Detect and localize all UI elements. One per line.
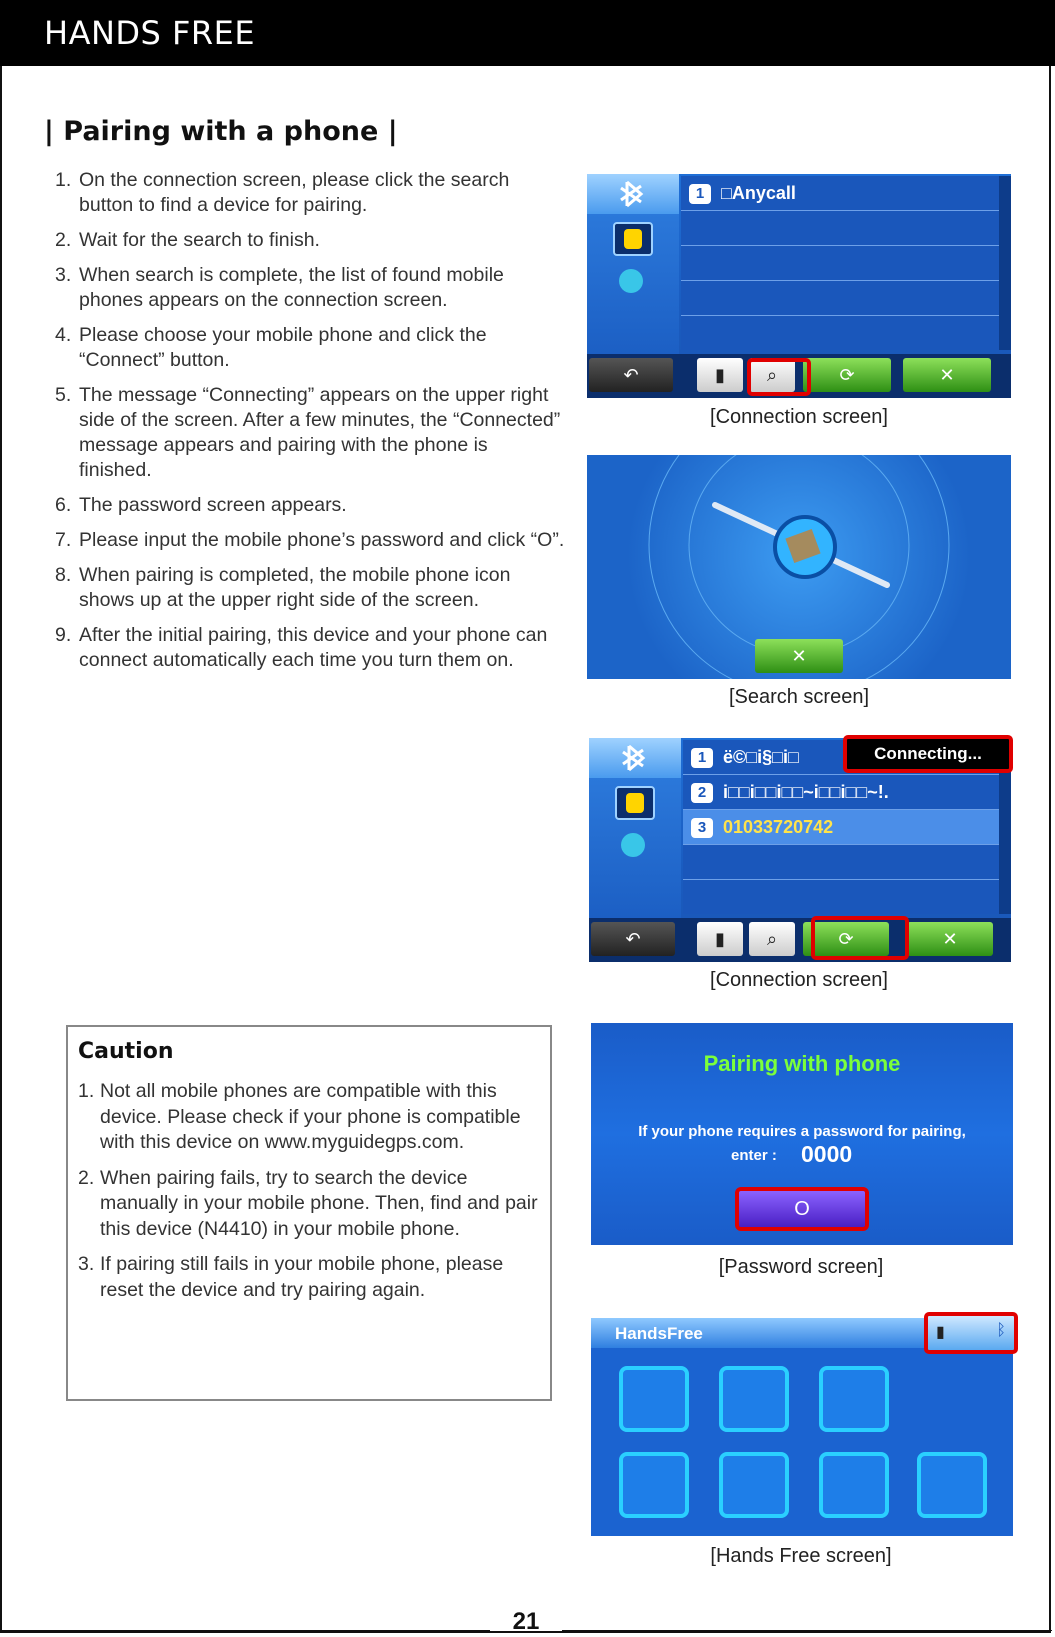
list-item-selected[interactable]: 3 01033720742 [683,810,999,845]
caption-password: [Password screen] [718,1256,884,1278]
footer-rule-left [0,1630,490,1631]
page-number: 21 [512,1608,540,1635]
side-panel [589,738,681,918]
bluetooth-icon [589,738,681,778]
phone-connected-indicator [924,1312,1018,1354]
step-item: 9. After the initial pairing, this device and your phone can connect automatically each time you turn them on. [55,624,548,671]
header-title: HANDS FREE [44,14,256,52]
bluetooth-phone-icon[interactable] [819,1452,889,1518]
caption-handsfree: [Hands Free screen] [710,1545,892,1567]
list-item[interactable]: 1 □Anycall [681,176,999,211]
list-item [681,281,999,316]
password-screen [591,1023,1013,1245]
search-screen [587,455,1011,679]
steps-list [55,168,565,683]
caution-item: 3. If pairing still fails in your mobile phone, please reset the device and try pairing again. [78,1253,504,1301]
caption-search: [Search screen] [728,686,870,708]
caption-connection-2: [Connection screen] [710,969,888,991]
step-item: 8. When pairing is completed, the mobile phone icon shows up at the upper right side of the screen. [55,564,511,611]
phone-icon: ▮ [936,1324,945,1341]
caption-connection-1: [Connection screen] [710,406,888,428]
call-log-icon[interactable] [619,1366,689,1432]
footer-rule-right [562,1630,1052,1631]
back-button[interactable]: ↶ [591,922,675,956]
connect-button[interactable]: ⟳ [803,358,891,392]
step-item: 5. The message “Connecting” appears on the upper right side of the screen. After a few minutes, the “Connected” message appears and pairing with the phone is finished. [55,384,561,481]
connect-button[interactable]: ⟳ [803,922,889,956]
password-instruction: If your phone requires a password for pairing, [638,1123,966,1140]
bluetooth-settings-icon[interactable] [615,830,655,864]
step-item: 2. Wait for the search to finish. [55,229,320,251]
bluetooth-icon [587,174,679,214]
caution-title: Caution [78,1039,174,1064]
list-item [683,845,999,880]
password-value: 0000 [801,1141,853,1167]
step-item: 6. The password screen appears. [55,494,347,516]
back-button[interactable]: ↶ [589,358,673,392]
section-title: | Pairing with a phone | [44,116,398,147]
connecting-status: Connecting... [843,735,1013,773]
caution-item: 1. Not all mobile phones are compatible with this device. Please check if your phone is compatible with this device on www.myguidegps.com. [78,1080,521,1153]
step-item: 7. Please input the mobile phone’s password and click “O”. [55,529,565,551]
phonebook-icon[interactable] [819,1366,889,1432]
side-panel [587,174,679,354]
search-icon: ⌕ [766,365,778,385]
delete-button[interactable]: ▮ [697,358,743,392]
back-icon[interactable] [917,1452,987,1518]
list-item [681,246,999,281]
stop-search-button[interactable]: ✕ [755,639,843,673]
search-icon: ⌕ [766,929,778,949]
dial-pad-icon[interactable] [719,1366,789,1432]
connect-highlight [811,916,909,960]
bluetooth-settings-icon[interactable] [613,266,653,300]
bluetooth-device-icon[interactable] [613,222,653,256]
caution-list [78,1079,544,1313]
step-item: 3. When search is complete, the list of found mobile phones appears on the connection screen. [55,264,504,311]
ok-button[interactable]: O [735,1187,869,1231]
home-call-icon[interactable] [619,1452,689,1518]
caution-box [66,1025,552,1401]
page-header [0,0,1055,66]
step-item: 4. Please choose your mobile phone and click the “Connect” button. [55,324,487,371]
search-highlight [747,358,811,396]
step-item: 1. On the connection screen, please click the search button to find a device for pairing. [55,169,510,216]
caution-item: 2. When pairing fails, try to search the device manually in your mobile phone. Then, find and pair this device (N4410) in your mobile phone. [78,1166,538,1240]
recent-calls-icon[interactable] [719,1452,789,1518]
disconnect-button[interactable]: ✕ [903,358,991,392]
enter-label: enter : [731,1147,777,1164]
scrollbar[interactable] [999,176,1011,350]
list-item[interactable]: 2 i□□i□□i□□~i□□i□□~!. [683,775,999,810]
list-item[interactable]: 1 ë©□i§□i□ [683,740,999,775]
disconnect-button[interactable]: ✕ [907,922,993,956]
delete-button[interactable]: ▮ [697,922,743,956]
bluetooth-device-icon[interactable] [615,786,655,820]
handsfree-title: HandsFree [615,1324,703,1343]
bluetooth-icon: ᛒ [996,1322,1006,1339]
search-button[interactable] [749,922,795,956]
toolbar [589,918,1011,962]
list-item [681,211,999,246]
device-list [681,176,999,350]
password-title: Pairing with phone [703,1051,901,1076]
